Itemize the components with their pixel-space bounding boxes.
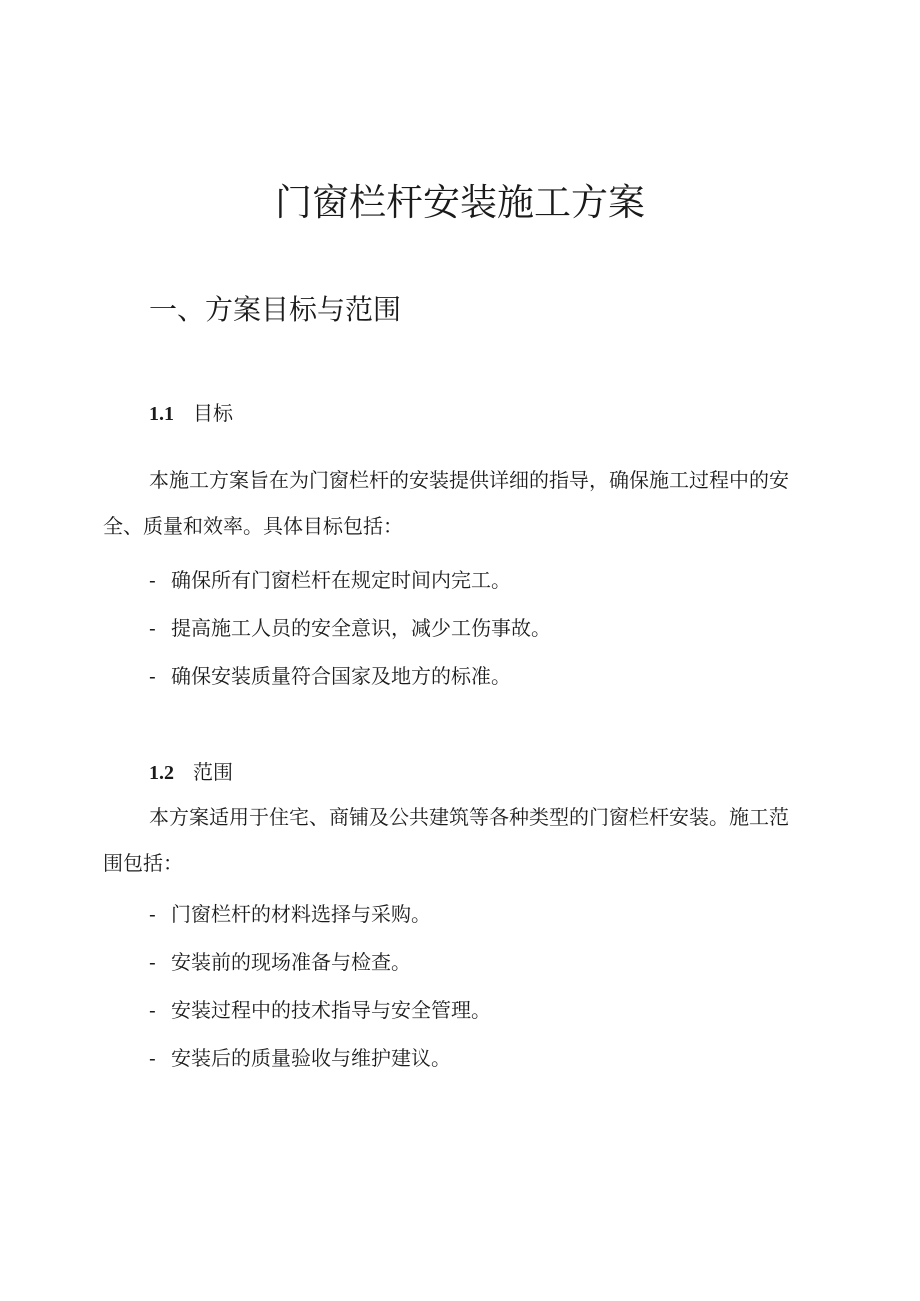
document-title: 门窗栏杆安装施工方案	[275, 181, 645, 224]
list-item-text: 确保安装质量符合国家及地方的标准。	[171, 664, 511, 688]
scope-paragraph: 本方案适用于住宅、商铺及公共建筑等各种类型的门窗栏杆安装。施工范围包括：	[103, 805, 789, 875]
list-item-text: 提高施工人员的安全意识，减少工伤事故。	[171, 616, 551, 640]
list-item-text: 安装前的现场准备与检查。	[171, 950, 411, 974]
subsection-heading-goal	[149, 397, 233, 426]
list-item	[149, 1042, 451, 1071]
list-item-text: 确保所有门窗栏杆在规定时间内完工。	[171, 568, 511, 592]
list-item	[149, 898, 431, 927]
subsection-heading-scope	[149, 756, 233, 785]
list-item	[149, 660, 511, 689]
list-item-text: 安装后的质量验收与维护建议。	[171, 1046, 451, 1070]
subsection-number: 1.2	[149, 762, 174, 784]
section-title: 一、方案目标与范围	[149, 293, 402, 326]
list-item-text: 门窗栏杆的材料选择与采购。	[171, 902, 431, 926]
subsection-number: 1.1	[149, 403, 174, 425]
list-item-text: 安装过程中的技术指导与安全管理。	[171, 998, 491, 1022]
goal-paragraph: 本施工方案旨在为门窗栏杆的安装提供详细的指导，确保施工过程中的安全、质量和效率。具体目标包括：	[103, 468, 789, 538]
bullet-marker: -	[149, 616, 156, 640]
list-item	[149, 612, 551, 641]
bullet-marker: -	[149, 664, 156, 688]
subsection-heading-text: 范围	[193, 760, 233, 784]
list-item	[149, 994, 491, 1023]
list-item	[149, 946, 411, 975]
bullet-marker: -	[149, 1046, 156, 1070]
bullet-marker: -	[149, 950, 156, 974]
bullet-marker: -	[149, 998, 156, 1022]
bullet-marker: -	[149, 568, 156, 592]
list-item	[149, 564, 511, 593]
subsection-heading-text: 目标	[193, 401, 233, 425]
bullet-marker: -	[149, 902, 156, 926]
